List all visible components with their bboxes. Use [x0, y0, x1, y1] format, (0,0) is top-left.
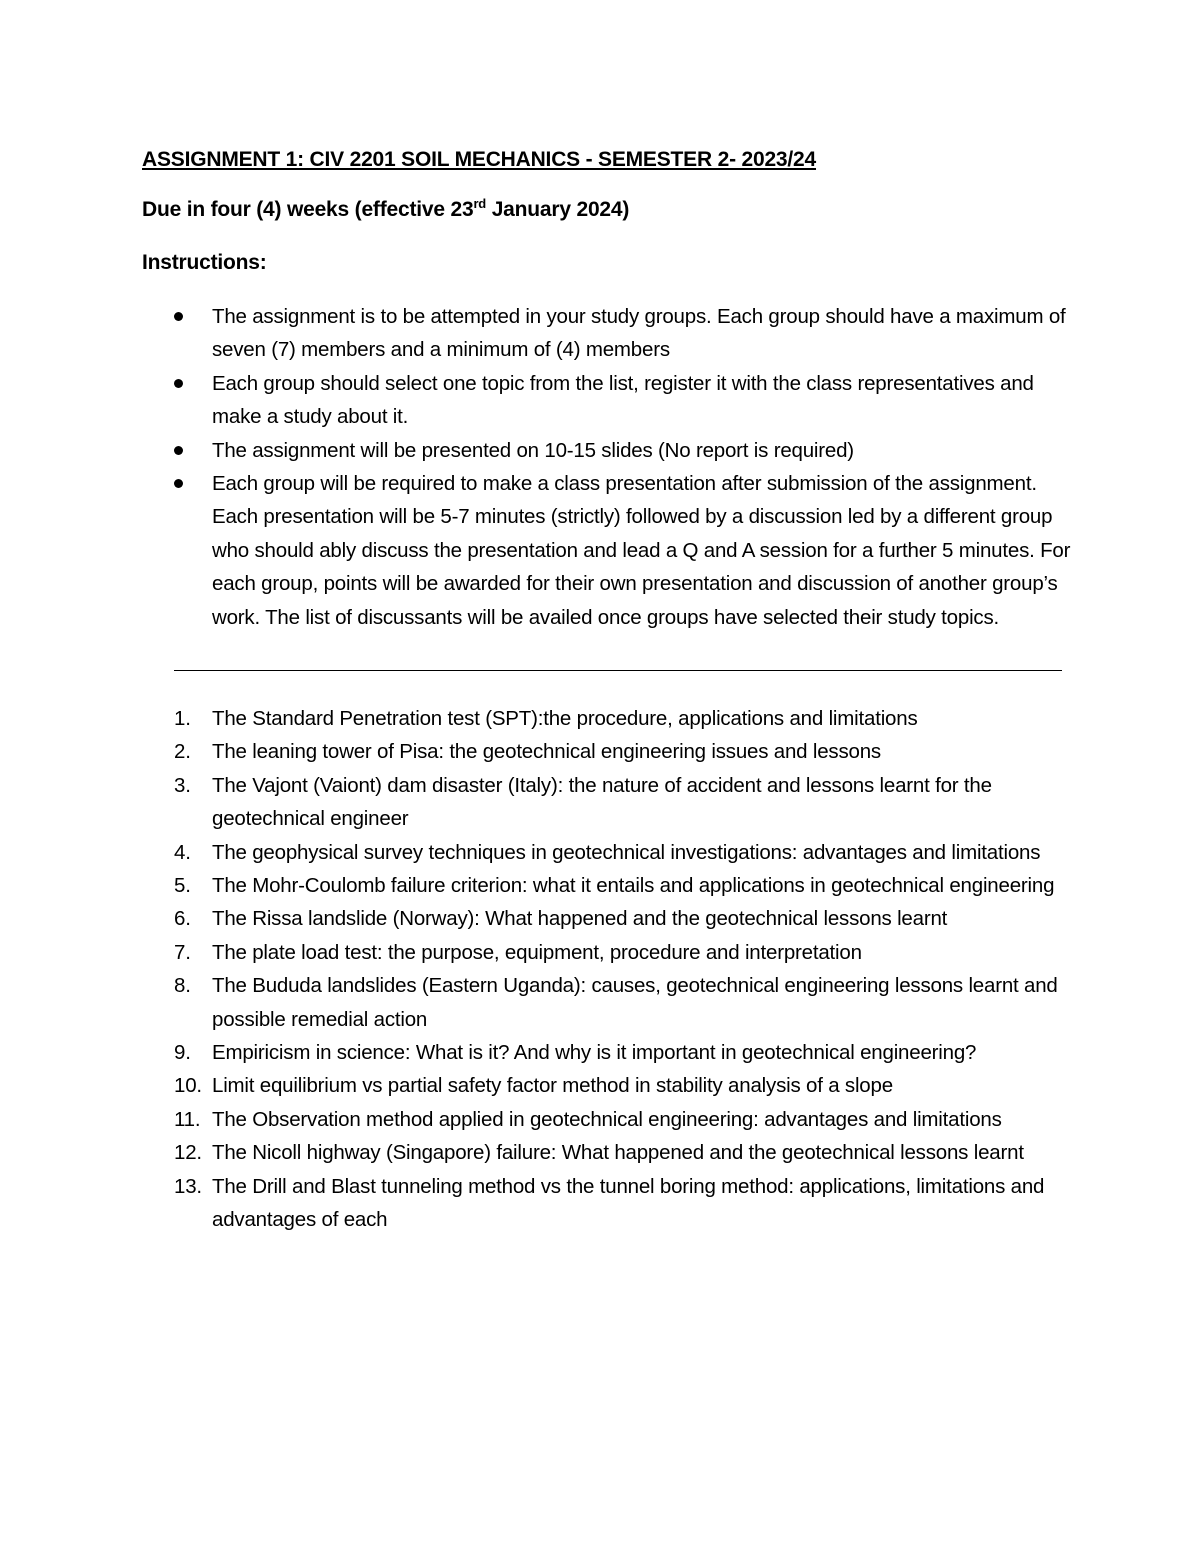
topic-text: The Observation method applied in geotechnical engineering: advantages and limitations	[212, 1107, 1002, 1131]
topic-number: 8.	[174, 974, 191, 998]
topic-number: 3.	[174, 773, 191, 797]
topic-number: 6.	[174, 907, 191, 931]
topic-item	[142, 1170, 1072, 1237]
topic-number: 2.	[174, 740, 191, 764]
topic-item	[142, 1036, 1072, 1069]
instruction-item	[142, 434, 1072, 467]
topic-number: 13.	[174, 1174, 202, 1198]
topic-item	[142, 969, 1072, 1036]
topic-number: 4.	[174, 840, 191, 864]
bullet-icon	[174, 312, 183, 321]
topic-item	[142, 869, 1072, 902]
instruction-text: The assignment will be presented on 10-15 slides (No report is required)	[212, 438, 854, 462]
topic-item	[142, 769, 1072, 836]
instruction-text: The assignment is to be attempted in your study groups. Each group should have a maximum of seven (7) members and a minimum of (4) members	[212, 305, 1066, 362]
instruction-item	[142, 367, 1072, 434]
topic-text: The Vajont (Vaiont) dam disaster (Italy): the nature of accident and lessons learnt for the geotechnical engineer	[212, 773, 992, 831]
topic-number: 5.	[174, 874, 191, 898]
bullet-icon	[174, 479, 183, 488]
bullet-icon	[174, 446, 183, 455]
topic-item	[142, 735, 1072, 768]
instructions-list	[142, 300, 1072, 634]
instruction-text: Each group will be required to make a class presentation after submission of the assignment. Each presentation will be 5-7 minutes (strictly) followed by a discussion led by a different group who should ably discuss the presentation and lead a Q and A session for a further 5 minutes. For each group, points will be awarded for their own presentation and discussion of another group’s work. The list of discussants will be availed once groups have selected their study topics.	[212, 472, 1071, 629]
topic-text: The Bududa landslides (Eastern Uganda): causes, geotechnical engineering lessons learnt and possible remedial action	[212, 974, 1058, 1031]
topic-text: Limit equilibrium vs partial safety factor method in stability analysis of a slope	[212, 1074, 893, 1098]
instruction-item	[142, 300, 1072, 367]
topic-text: The Mohr-Coulomb failure criterion: what it entails and applications in geotechnical engineering	[212, 874, 1055, 898]
topic-number: 7.	[174, 940, 191, 964]
topic-number: 11.	[174, 1107, 201, 1131]
assignment-title: ASSIGNMENT 1: CIV 2201 SOIL MECHANICS - SEMESTER 2- 2023/24	[142, 148, 817, 171]
topic-item	[142, 1069, 1072, 1102]
topic-number: 1.	[174, 707, 191, 730]
bullet-icon	[174, 379, 183, 388]
due-suffix: January 2024)	[486, 198, 630, 221]
section-divider	[174, 670, 1062, 671]
instruction-item	[142, 467, 1072, 634]
topic-text: The leaning tower of Pisa: the geotechnical engineering issues and lessons	[212, 740, 881, 764]
topic-number: 12.	[174, 1141, 202, 1165]
topic-item	[142, 1103, 1072, 1136]
due-superscript: rd	[473, 196, 487, 211]
topic-text: The Rissa landslide (Norway): What happened and the geotechnical lessons learnt	[212, 907, 948, 931]
due-date-line	[142, 198, 629, 222]
instruction-text: Each group should select one topic from the list, register it with the class representatives and make a study about it.	[212, 371, 1034, 429]
instructions-heading: Instructions:	[142, 251, 267, 274]
topic-item	[142, 836, 1072, 869]
topic-text: The Drill and Blast tunneling method vs the tunnel boring method: applications, limitations and advantages of each	[212, 1174, 1045, 1232]
topic-text: The Standard Penetration test (SPT):the procedure, applications and limitations	[212, 707, 918, 730]
topic-text: Empiricism in science: What is it? And why is it important in geotechnical engineering?	[212, 1041, 977, 1065]
topic-item	[142, 902, 1072, 935]
topic-item	[142, 702, 1072, 735]
topic-text: The geophysical survey techniques in geotechnical investigations: advantages and limitations	[212, 840, 1041, 864]
topic-text: The plate load test: the purpose, equipment, procedure and interpretation	[212, 940, 862, 964]
topic-number: 9.	[174, 1041, 191, 1065]
topics-list	[142, 702, 1072, 1237]
topic-text: The Nicoll highway (Singapore) failure: What happened and the geotechnical lessons learnt	[212, 1141, 1024, 1165]
topic-number: 10.	[174, 1074, 202, 1098]
topic-item	[142, 1136, 1072, 1169]
due-prefix: Due in four (4) weeks (effective 23	[142, 198, 474, 221]
topic-item	[142, 936, 1072, 969]
